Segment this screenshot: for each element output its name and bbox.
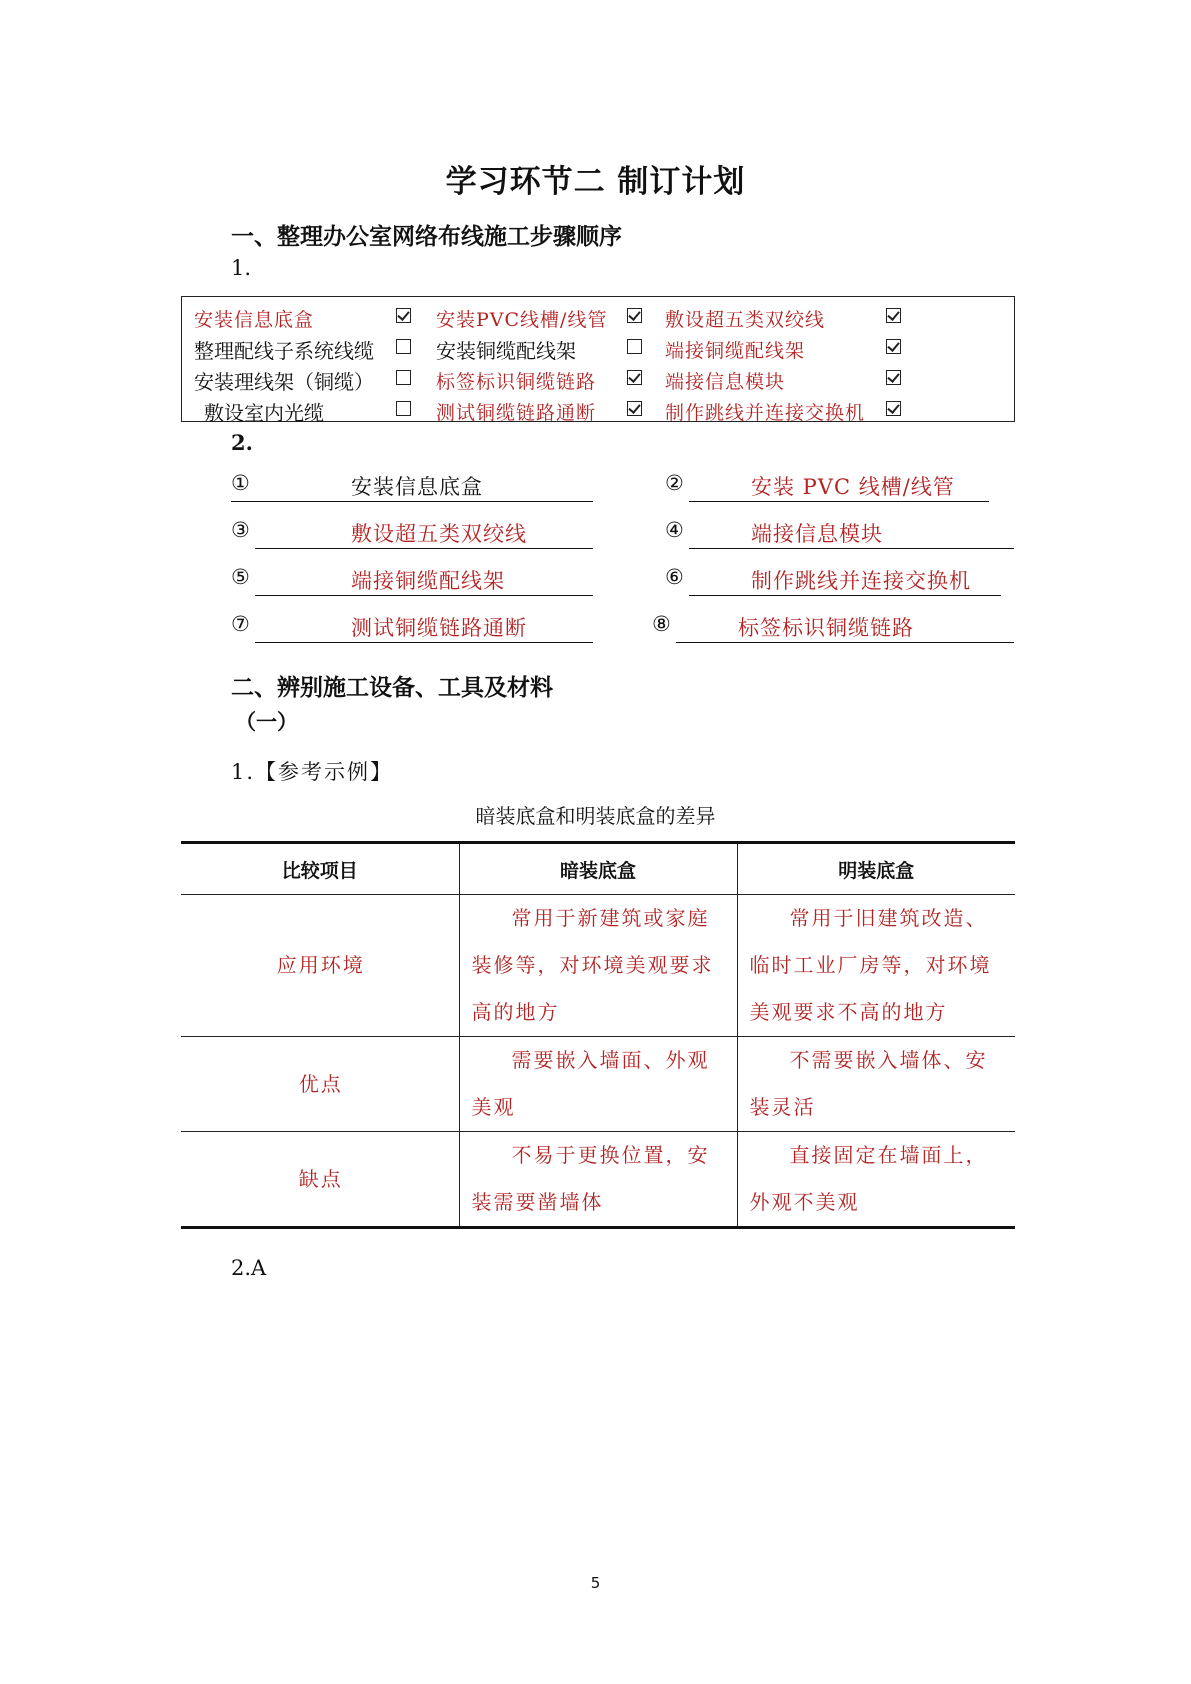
checklist-item: 端接信息模块 xyxy=(665,371,786,393)
order-number: ⑦ xyxy=(231,612,250,636)
checklist-item: 安装铜缆配线架 xyxy=(436,339,576,363)
checklist-item: 端接铜缆配线架 xyxy=(665,340,806,362)
table-cell: 常用于新建筑或家庭装修等，对环境美观要求高的地方 xyxy=(459,895,737,1037)
checklist-item: 测试铜缆链路通断 xyxy=(436,402,597,424)
checkbox-checked[interactable] xyxy=(627,401,642,416)
question-2-answer: 2.A xyxy=(231,1256,267,1280)
table-header-row xyxy=(181,843,1015,895)
table-cell: 直接固定在墙面上，外观不美观 xyxy=(737,1132,1015,1228)
checkbox-checked[interactable] xyxy=(627,308,642,323)
checkbox-unchecked[interactable] xyxy=(396,370,411,385)
checkbox-checked[interactable] xyxy=(886,308,901,323)
row-header: 应用环境 xyxy=(276,953,365,977)
checklist-item: 标签标识铜缆链路 xyxy=(436,371,597,393)
section-2-heading: 二、辨别施工设备、工具及材料 xyxy=(231,674,553,701)
order-number: ⑧ xyxy=(652,612,671,636)
row-header: 缺点 xyxy=(298,1166,343,1191)
table-caption: 暗装底盒和明装底盒的差异 xyxy=(475,804,716,828)
checkbox-checked[interactable] xyxy=(886,339,901,354)
table-cell: 不需要嵌入墙体、安装灵活 xyxy=(737,1037,1015,1132)
table-cell: 不易于更换位置，安装需要凿墙体 xyxy=(459,1132,737,1228)
order-value: 安装信息底盒 xyxy=(351,475,483,499)
checklist-item: 敷设室内光缆 xyxy=(204,401,324,425)
checklist-item: 敷设超五类双绞线 xyxy=(665,309,826,331)
table-cell: 需要嵌入墙面、外观美观 xyxy=(459,1037,737,1132)
row-header: 优点 xyxy=(298,1071,343,1096)
order-number: ① xyxy=(231,471,250,495)
order-number: ⑤ xyxy=(231,565,250,589)
question-1-reference: 1.【参考示例】 xyxy=(231,760,394,784)
checklist-item: 整理配线子系统线缆 xyxy=(194,339,374,363)
table-cell: 常用于旧建筑改造、临时工业厂房等，对环境美观要求不高的地方 xyxy=(737,895,1015,1037)
question-1-label: 1. xyxy=(231,256,252,280)
order-value: 制作跳线并连接交换机 xyxy=(751,569,971,593)
order-value: 标签标识铜缆链路 xyxy=(738,616,914,640)
section-1-heading: 一、整理办公室网络布线施工步骤顺序 xyxy=(231,223,622,250)
checkbox-checked[interactable] xyxy=(627,370,642,385)
order-number: ⑥ xyxy=(665,565,684,589)
page-title: 学习环节二 制订计划 xyxy=(445,164,746,200)
checkbox-checked[interactable] xyxy=(396,308,411,323)
order-value: 端接铜缆配线架 xyxy=(351,569,505,593)
order-value: 端接信息模块 xyxy=(751,522,883,546)
order-value: 敷设超五类双绞线 xyxy=(351,522,527,546)
step-checklist xyxy=(181,296,1015,425)
checkbox-checked[interactable] xyxy=(886,370,901,385)
order-number: ③ xyxy=(231,518,250,542)
order-value: 测试铜缆链路通断 xyxy=(351,616,527,640)
checklist-item: 安装信息底盒 xyxy=(194,309,315,331)
checkbox-checked[interactable] xyxy=(886,401,901,416)
checkbox-unchecked[interactable] xyxy=(396,401,411,416)
column-header: 明装底盒 xyxy=(737,843,1015,895)
order-value: 安装 PVC 线槽/线管 xyxy=(751,475,955,499)
question-2-label: 2. xyxy=(231,430,253,455)
checklist-item: 安装理线架（铜缆） xyxy=(194,370,374,394)
table-row xyxy=(181,1132,1015,1228)
checklist-item: 安装PVC线槽/线管 xyxy=(436,309,608,331)
checkbox-unchecked[interactable] xyxy=(396,339,411,354)
order-number: ④ xyxy=(665,518,684,542)
comparison-table xyxy=(181,841,1015,1229)
table-row xyxy=(181,1037,1015,1132)
order-number: ② xyxy=(665,471,684,495)
column-header: 比较项目 xyxy=(281,859,358,882)
subsection-label: （一） xyxy=(235,709,298,734)
column-header: 暗装底盒 xyxy=(459,843,737,895)
page-number: 5 xyxy=(590,1574,601,1592)
checklist-item: 制作跳线并连接交换机 xyxy=(665,402,866,424)
checkbox-unchecked[interactable] xyxy=(627,339,642,354)
table-row xyxy=(181,895,1015,1037)
